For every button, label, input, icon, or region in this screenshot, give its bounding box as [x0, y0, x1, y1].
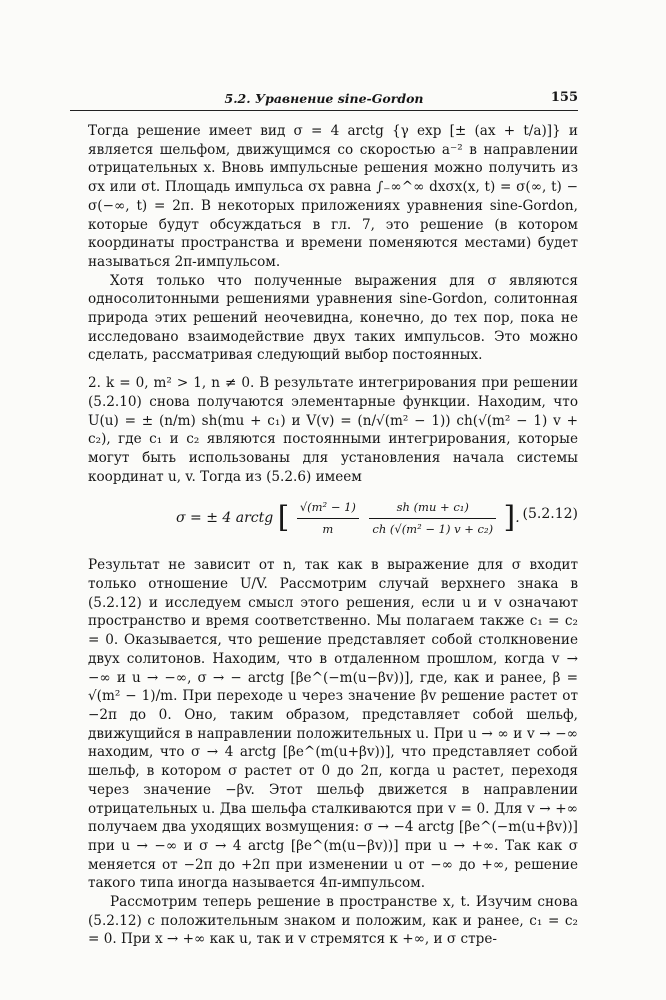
- equation-formula: σ = ± 4 arctg [ $\frac{\text{√(m² − 1)}}{m}$ $\frac{\text{sh (mu + c₁)}}{\text{ch (√(m² − 1) v + c₂)}}$ ].: [176, 498, 520, 538]
- equation-fraction-1: [297, 498, 359, 538]
- fraction-1-denominator: m: [322, 522, 334, 537]
- left-bracket: [: [277, 500, 290, 536]
- page-header: [70, 88, 578, 111]
- paragraph-case-2: 2. k = 0, m² > 1, n ≠ 0. В результате интегрирования при решении (5.2.10) снова получаются элементарные функции. Находим, что U(u) = ± (n/m) sh(mu + c₁) и V(v) = (n/√(m² − 1)) ch(√(m² − 1) v + c₂), где c₁ и c₂ являются постоянными интегрирования, которые могут быть использованы для установления начала системы координат u, v. Тогда из (5.2.6) имеем: [88, 375, 578, 485]
- paragraph-collision-analysis: Результат не зависит от n, так как в выражение для σ входит только отношение U/V. Рассмотрим случай верхнего знака в (5.2.12) и исследуем смысл этого решения, если u и v означают пространство и время соответственно. Мы полагаем также c₁ = c₂ = 0. Оказывается, что решение представляет собой столкновение двух солитонов. Находим, что в отдаленном прошлом, когда v → −∞ и u → −∞, σ → − arctg [βe^(−m(u−βv))], где, как и ранее, β = √(m² − 1)/m. При переходе u через значение βv решение растет от −2π до 0. Оно, таким образом, представляет собой шельф, движущийся в направлении положительных u. При u → ∞ и v → −∞ находим, что σ → 4 arctg [βe^(m(u+βv))], что представляет собой шельф, в котором σ растет от 0 до 2π, когда u растет, переходя через значение −βv. Этот шельф движется в направлении отрицательных u. Два шельфа сталкиваются при v = 0. Для v → +∞ получаем два уходящих возмущения: σ → −4 arctg [βe^(−m(u+βv))] при u → −∞ и σ → 4 arctg [βe^(m(u−βv))] при u → +∞. Так как σ меняется от −2π до +2π при изменении u от −∞ до +∞, решение такого типа иногда называется 4π-импульсом.: [88, 557, 578, 892]
- paragraph-kink-solution: Тогда решение имеет вид σ = 4 arctg {γ exp [± (ax + t/a)]} и является шельфом, движущимся со скоростью a⁻² в направлении отрицательных x. Вновь импульсные решения можно получить из σx или σt. Площадь импульса σx равна ∫₋∞^∞ dxσx(x, t) = σ(∞, t) − σ(−∞, t) = 2π. В некоторых приложениях уравнения sine-Gordon, которые будут обсуждаться в гл. 7, это решение (в котором координаты пространства и времени поменяются местами) будет называться 2π-импульсом.: [88, 123, 578, 270]
- fraction-2-denominator: ch (√(m² − 1) v + c₂): [372, 522, 494, 537]
- running-head: 5.2. Уравнение sine-Gordon: [224, 91, 424, 106]
- equation-5-2-12: [88, 490, 578, 546]
- right-bracket: ]: [503, 500, 516, 536]
- paragraph-xt-space: Рассмотрим теперь решение в пространстве x, t. Изучим снова (5.2.12) с положительным знаком и положим, как и ранее, c₁ = c₂ = 0. При x → +∞ как u, так и v стремятся к +∞, и σ стре-: [88, 894, 578, 948]
- fraction-2-numerator: sh (mu + c₁): [369, 498, 496, 519]
- page-number: 155: [550, 90, 578, 105]
- equation-lhs: σ = ± 4 arctg: [176, 510, 274, 527]
- fraction-1-numerator: √(m² − 1): [297, 498, 359, 519]
- paragraph-soliton-nature: Хотя только что полученные выражения для σ являются односолитонными решениями уравнения sine-Gordon, солитонная природа этих решений неочевидна, конечно, до тех пор, пока не исследовано взаимодействие двух таких импульсов. Это можно сделать, рассматривая следующий выбор постоянных.: [88, 272, 578, 364]
- equation-number: (5.2.12): [522, 506, 578, 523]
- equation-fraction-2: [369, 498, 496, 538]
- page-body: [88, 122, 578, 949]
